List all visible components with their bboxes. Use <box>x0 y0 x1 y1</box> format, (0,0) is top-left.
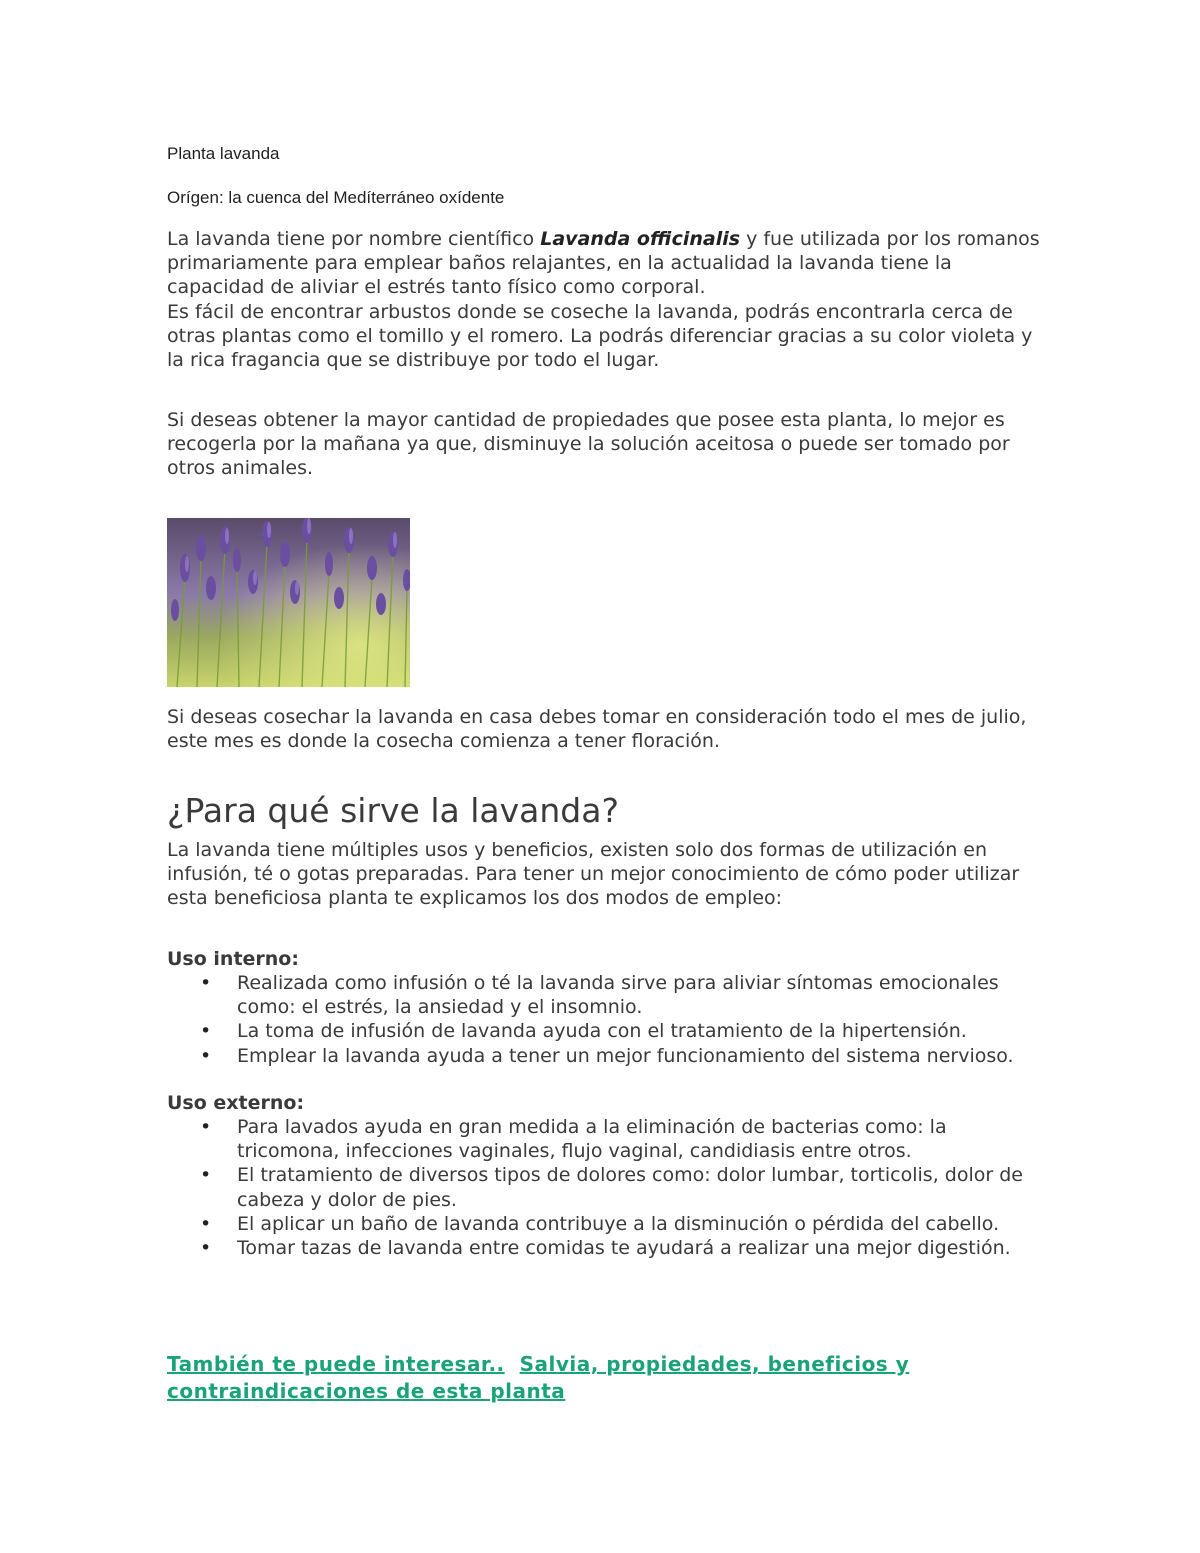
harvest-paragraph: Si deseas obtener la mayor cantidad de propiedades que posee esta planta, lo mejor es recogerla por la mañana ya que, disminuye la solución aceitosa o puede ser tomado por otros animales. <box>167 409 1010 480</box>
list-item <box>167 971 1047 1019</box>
doc-title: Planta lavanda <box>167 144 280 163</box>
origin-line <box>167 188 1047 208</box>
bullet-icon: • <box>200 1164 212 1187</box>
bullet-icon: • <box>200 1212 212 1235</box>
list-item-text: Realizada como infusión o té la lavanda sirve para aliviar síntomas emocionales como: el estrés, la ansiedad y el insomnio. <box>237 972 999 1019</box>
origin-label: Orígen: <box>167 188 224 207</box>
scientific-name: Lavanda officinalis <box>540 228 741 250</box>
internal-use-list <box>167 971 1047 1068</box>
bullet-icon: • <box>200 1020 212 1043</box>
list-item <box>167 1115 1047 1163</box>
list-item <box>167 1236 1047 1260</box>
origin-text: la cuenca del Medíterráneo oxídente <box>223 188 505 207</box>
internal-use-label: Uso interno: <box>167 948 299 970</box>
intro-part1: La lavanda tiene por nombre científico <box>167 228 541 250</box>
bullet-icon: • <box>200 1044 212 1067</box>
list-item-text: Emplear la lavanda ayuda a tener un mejor funcionamiento del sistema nervioso. <box>237 1044 1014 1067</box>
bullet-icon: • <box>200 972 212 994</box>
list-item-text: La toma de infusión de lavanda ayuda con el tratamiento de la hipertensión. <box>237 1020 967 1043</box>
related-article <box>167 1351 1047 1405</box>
list-item-text: Tomar tazas de lavanda entre comidas te ayudará a realizar una mejor digestión. <box>237 1237 1011 1260</box>
bullet-icon: • <box>200 1237 212 1260</box>
list-item-text: El aplicar un baño de lavanda contribuye a la disminución o pérdida del cabello. <box>237 1212 1000 1235</box>
list-item <box>167 1044 1047 1068</box>
intro-part2: y fue utilizada por los romanos primariamente para emplear baños relajantes, en la actualidad la lavanda tiene la capacidad de aliviar el estrés tanto físico como corporal. <box>167 228 1040 299</box>
external-use-list <box>167 1115 1047 1260</box>
intro-paragraph <box>167 227 1047 372</box>
uses-intro-paragraph: La lavanda tiene múltiples usos y beneficios, existen solo dos formas de utilización en infusión, té o gotas preparadas. Para tener un mejor conocimiento de cómo poder utilizar esta beneficiosa planta te explicamos los dos modos de empleo: <box>167 839 1020 910</box>
related-article-link[interactable]: Salvia, propiedades, beneficios y contraindicaciones de esta planta <box>167 1352 910 1403</box>
season-paragraph: Si deseas cosechar la lavanda en casa debes tomar en consideración todo el mes de julio, este mes es donde la cosecha comienza a tener floración. <box>167 706 1027 753</box>
section-heading: ¿Para qué sirve la lavanda? <box>167 791 619 830</box>
related-prefix: También te puede interesar.. <box>167 1352 505 1376</box>
list-item <box>167 1212 1047 1236</box>
lavender-photo <box>167 518 410 687</box>
intro-part3: Es fácil de encontrar arbustos donde se coseche la lavanda, podrás encontrarla cerca de otras plantas como el tomillo y el romero. La podrás diferenciar gracias a su color violeta y la rica fragancia que se distribuye por todo el lugar. <box>167 300 1033 372</box>
list-item-text: Para lavados ayuda en gran medida a la eliminación de bacterias como: la tricomona, infecciones vaginales, flujo vaginal, candidiasis entre otros. <box>237 1116 947 1163</box>
list-item <box>167 1019 1047 1043</box>
list-item-text: El tratamiento de diversos tipos de dolores como: dolor lumbar, torticolis, dolor de cabeza y dolor de pies. <box>237 1164 1023 1211</box>
list-item <box>167 1163 1047 1211</box>
external-use-label: Uso externo: <box>167 1092 305 1114</box>
bullet-icon: • <box>200 1116 212 1138</box>
